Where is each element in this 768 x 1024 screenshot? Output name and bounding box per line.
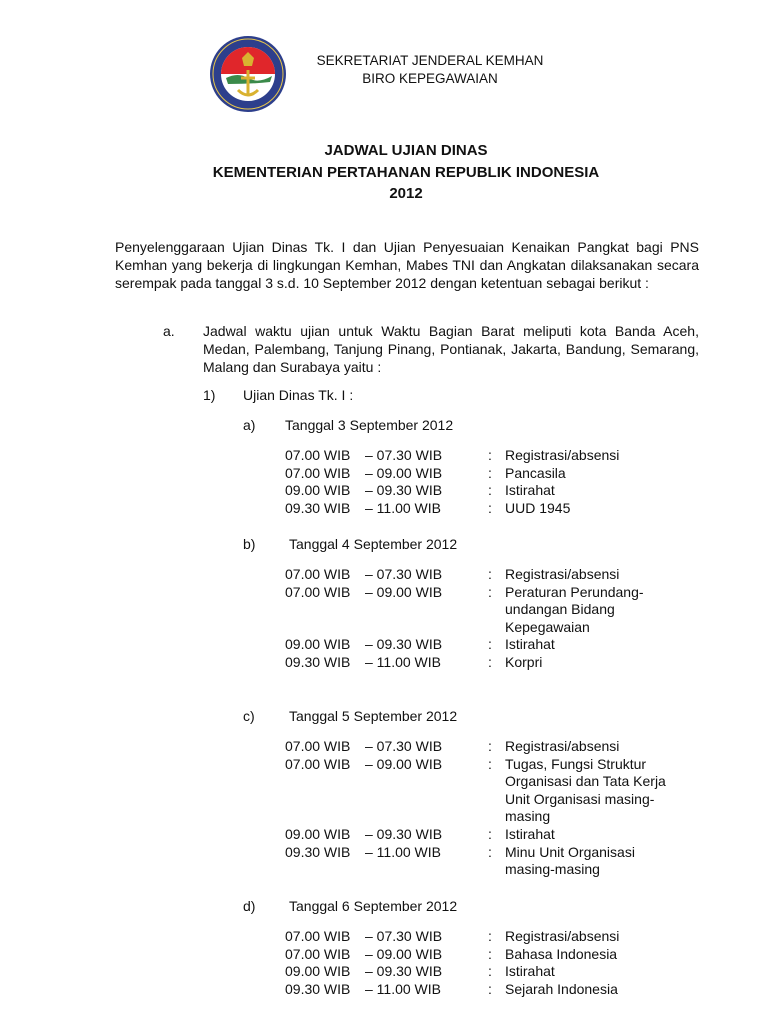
time-range <box>285 447 488 465</box>
time-start: 07.00 WIB <box>285 945 351 962</box>
time-end: – 11.00 WIB <box>365 843 442 860</box>
title-line2: KEMENTERIAN PERTAHANAN REPUBLIK INDONESIA <box>212 163 600 181</box>
time-start: 09.30 WIB <box>285 843 351 860</box>
schedule-row <box>285 584 705 637</box>
schedule-row <box>285 465 705 483</box>
time-range <box>285 963 488 981</box>
activity-line: Sejarah Indonesia <box>505 980 618 997</box>
title-line3: 2012 <box>389 185 423 202</box>
time-end: – 07.30 WIB <box>365 928 443 944</box>
activity <box>505 500 705 518</box>
letterhead-line1: SEKRETARIAT JENDERAL KEMHAN <box>316 53 544 68</box>
day-date: Tanggal 5 September 2012 <box>289 708 458 724</box>
time-range <box>285 756 488 826</box>
time-end: – 11.00 WIB <box>365 653 442 670</box>
day-date: Tanggal 4 September 2012 <box>289 536 458 552</box>
activity-line: Istirahat <box>505 636 555 653</box>
activity <box>505 963 705 981</box>
activity <box>505 566 705 584</box>
title-line1: JADWAL UJIAN DINAS <box>324 142 488 159</box>
time-start: 07.00 WIB <box>285 566 351 582</box>
point-a-label: a. <box>163 323 175 339</box>
time-range <box>285 566 488 584</box>
colon: : <box>488 447 492 463</box>
activity-line: Korpri <box>505 653 543 670</box>
time-start: 09.00 WIB <box>285 636 351 653</box>
intro-paragraph: Penyelenggaraan Ujian Dinas Tk. I dan Ujian Penyesuaian Kenaikan Pangkat bagi PNS Kemhan yang bekerja di lingkungan Kemhan, Mabes TNI dan Angkatan dilaksanakan secara serempak pada tanggal 3 s.d. 10 September 2012 dengan ketentuan sebagai berikut : <box>115 239 699 291</box>
schedule-row <box>285 756 705 826</box>
schedule-rows <box>285 928 705 998</box>
time-end: – 07.30 WIB <box>365 738 443 754</box>
time-start: 07.00 WIB <box>285 755 351 772</box>
activity <box>505 928 705 946</box>
time-range <box>285 844 488 879</box>
point-a-text: Jadwal waktu ujian untuk Waktu Bagian Barat meliputi kota Banda Aceh, Medan, Palembang, Tanjung Pinang, Pontianak, Jakarta, Bandung, Semarang, Malang dan Surabaya yaitu : <box>203 323 699 375</box>
time-start: 09.30 WIB <box>285 980 351 997</box>
day-label: d) <box>243 898 256 914</box>
schedule-row <box>285 482 705 500</box>
activity-line: UUD 1945 <box>505 499 571 516</box>
time-range <box>285 654 488 672</box>
activity-line: Istirahat <box>505 482 555 499</box>
activity-line: Organisasi dan Tata Kerja <box>505 773 666 790</box>
activity <box>505 482 705 500</box>
schedule-row <box>285 654 705 672</box>
schedule-row <box>285 981 705 999</box>
colon: : <box>488 843 492 860</box>
time-end: – 09.30 WIB <box>365 825 443 842</box>
time-end: – 07.30 WIB <box>365 447 443 463</box>
time-end: – 09.30 WIB <box>365 482 443 499</box>
activity-line: masing-masing <box>505 861 600 878</box>
activity-line: Registrasi/absensi <box>505 447 620 463</box>
time-start: 09.00 WIB <box>285 482 351 499</box>
letterhead <box>270 52 590 88</box>
activity <box>505 465 705 483</box>
schedule-row <box>285 447 705 465</box>
time-start: 09.30 WIB <box>285 499 351 516</box>
schedule-row <box>285 500 705 518</box>
activity <box>505 447 705 465</box>
activity-line: Tugas, Fungsi Struktur <box>505 755 647 772</box>
day-label: a) <box>243 417 256 433</box>
schedule-rows <box>285 738 705 879</box>
time-range <box>285 946 488 964</box>
time-end: – 11.00 WIB <box>365 499 442 516</box>
schedule-row <box>285 738 705 756</box>
time-range <box>285 465 488 483</box>
time-end: – 09.00 WIB <box>365 464 443 481</box>
time-range <box>285 981 488 999</box>
point-1-text: Ujian Dinas Tk. I : <box>243 387 354 403</box>
activity-line: masing <box>505 808 551 825</box>
time-start: 09.00 WIB <box>285 963 351 980</box>
colon: : <box>488 583 492 600</box>
activity-line: Bahasa Indonesia <box>505 945 618 962</box>
time-end: – 09.00 WIB <box>365 755 443 772</box>
activity <box>505 756 705 826</box>
colon: : <box>488 945 492 962</box>
time-range <box>285 738 488 756</box>
schedule-row <box>285 928 705 946</box>
schedule-row <box>285 946 705 964</box>
schedule-row <box>285 636 705 654</box>
colon: : <box>488 738 492 754</box>
colon: : <box>488 482 492 499</box>
colon: : <box>488 499 492 516</box>
colon: : <box>488 566 492 582</box>
colon: : <box>488 464 492 481</box>
time-start: 09.30 WIB <box>285 653 351 670</box>
time-end: – 09.30 WIB <box>365 963 443 980</box>
activity <box>505 946 705 964</box>
day-date: Tanggal 6 September 2012 <box>289 898 458 914</box>
time-start: 07.00 WIB <box>285 583 351 600</box>
activity <box>505 654 705 672</box>
time-end: – 11.00 WIB <box>365 980 442 997</box>
colon: : <box>488 755 492 772</box>
activity <box>505 738 705 756</box>
time-range <box>285 482 488 500</box>
schedule-rows <box>285 566 705 672</box>
colon: : <box>488 636 492 653</box>
activity <box>505 636 705 654</box>
activity <box>505 584 705 637</box>
activity-line: Istirahat <box>505 825 555 842</box>
point-1-label: 1) <box>203 387 216 403</box>
time-range <box>285 584 488 637</box>
activity-line: Pancasila <box>505 464 566 481</box>
activity-line: Unit Organisasi masing- <box>505 790 655 807</box>
colon: : <box>488 928 492 944</box>
schedule-row <box>285 566 705 584</box>
activity-line: Minu Unit Organisasi <box>505 843 635 860</box>
document-title <box>0 140 768 205</box>
activity-line: Kepegawaian <box>505 618 590 635</box>
time-range <box>285 928 488 946</box>
colon: : <box>488 980 492 997</box>
schedule-row <box>285 963 705 981</box>
activity-line: Istirahat <box>505 963 555 980</box>
colon: : <box>488 963 492 980</box>
time-start: 07.00 WIB <box>285 447 351 463</box>
activity-line: Registrasi/absensi <box>505 566 620 582</box>
activity-line: Peraturan Perundang- <box>505 583 644 600</box>
time-range <box>285 826 488 844</box>
activity-line: Registrasi/absensi <box>505 738 620 754</box>
time-range <box>285 636 488 654</box>
activity-line: Registrasi/absensi <box>505 928 620 944</box>
time-end: – 09.30 WIB <box>365 636 443 653</box>
day-date: Tanggal 3 September 2012 <box>285 417 454 433</box>
time-start: 07.00 WIB <box>285 738 351 754</box>
colon: : <box>488 825 492 842</box>
time-end: – 09.00 WIB <box>365 945 443 962</box>
schedule-row <box>285 844 705 879</box>
day-label: c) <box>243 708 255 724</box>
colon: : <box>488 653 492 670</box>
activity <box>505 826 705 844</box>
activity <box>505 844 705 879</box>
time-start: 07.00 WIB <box>285 928 351 944</box>
schedule-row <box>285 826 705 844</box>
time-start: 07.00 WIB <box>285 464 351 481</box>
time-end: – 09.00 WIB <box>365 583 443 600</box>
time-range <box>285 500 488 518</box>
day-label: b) <box>243 536 256 552</box>
activity <box>505 981 705 999</box>
schedule-rows <box>285 447 705 517</box>
letterhead-line2: BIRO KEPEGAWAIAN <box>362 71 498 86</box>
time-start: 09.00 WIB <box>285 825 351 842</box>
activity-line: undangan Bidang <box>505 601 615 618</box>
time-end: – 07.30 WIB <box>365 566 443 582</box>
